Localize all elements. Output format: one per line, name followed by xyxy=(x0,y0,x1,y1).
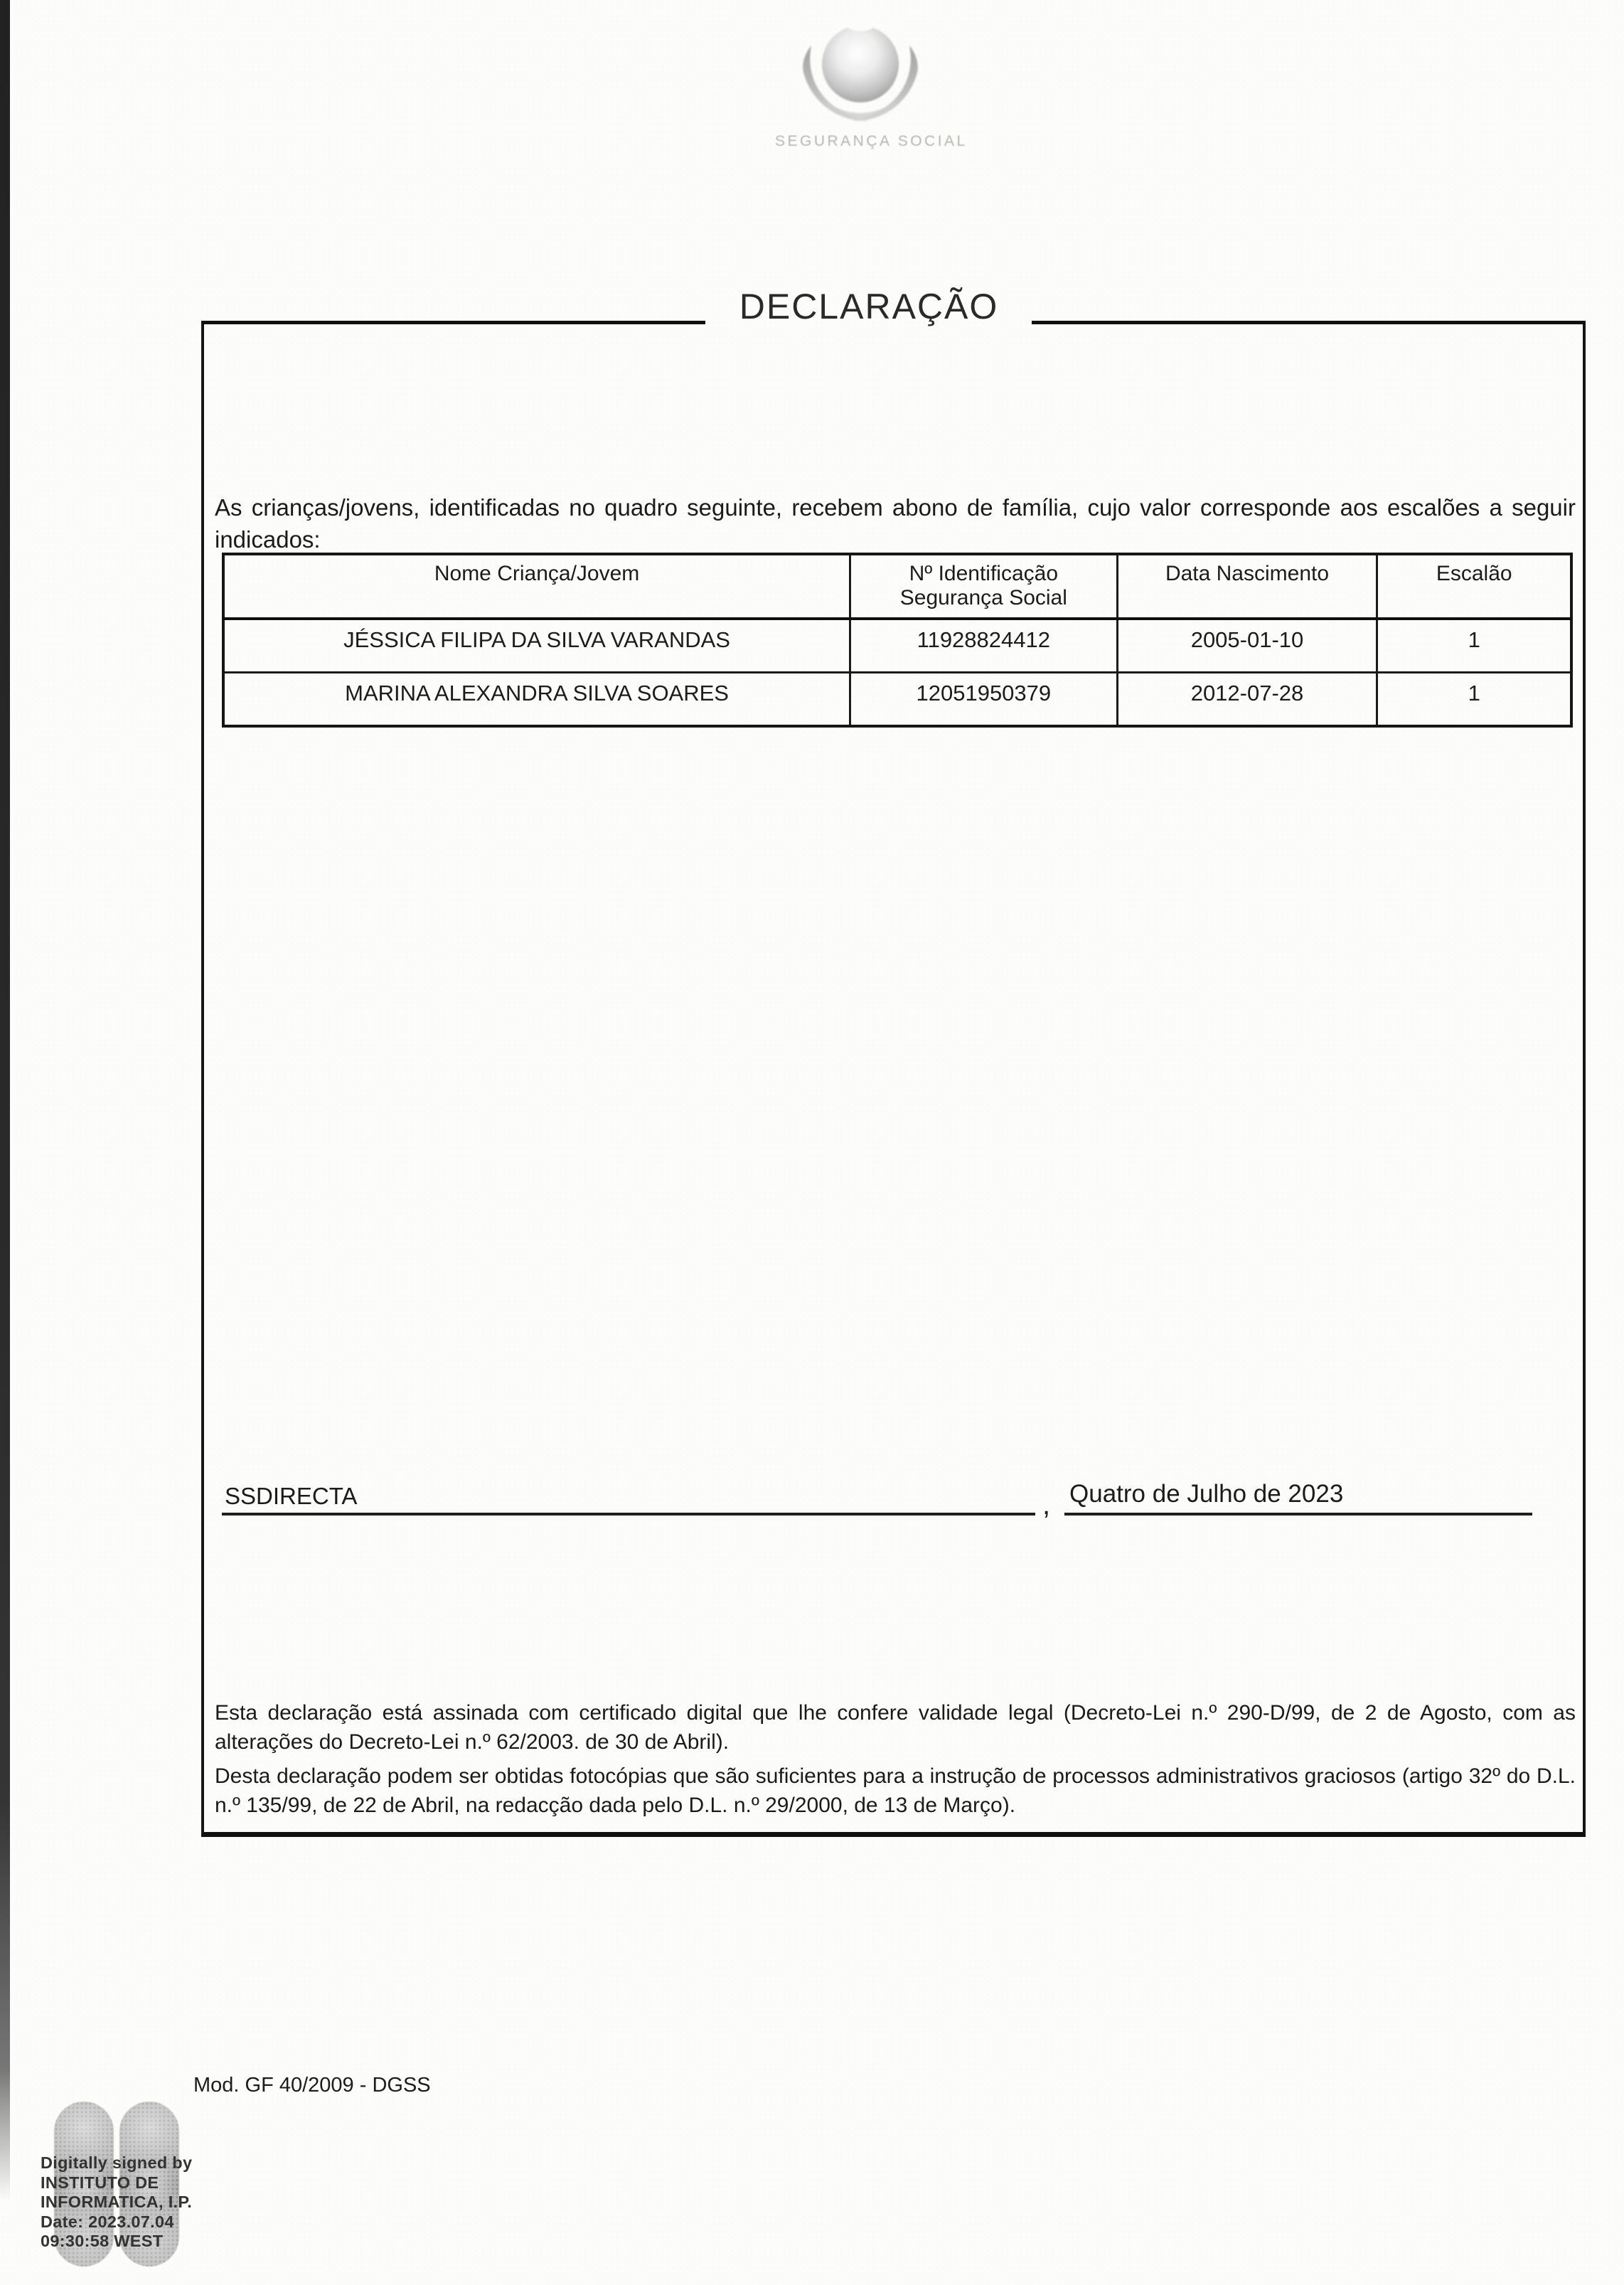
cell-child-tier: 1 xyxy=(1377,673,1571,727)
stamp-line: Date: 2023.07.04 xyxy=(41,2212,174,2231)
signature-date: Quatro de Julho de 2023 xyxy=(1069,1480,1344,1508)
digital-signature-stamp xyxy=(0,2091,235,2283)
cell-child-birthdate: 2005-01-10 xyxy=(1117,619,1377,673)
seguranca-social-emblem-icon xyxy=(782,14,939,129)
stamp-text xyxy=(41,2153,192,2252)
column-header-id-line1: Nº Identificação xyxy=(909,562,1059,585)
column-header-birthdate: Data Nascimento xyxy=(1117,554,1377,619)
signature-underline-right xyxy=(1064,1513,1532,1516)
signature-underline-left xyxy=(222,1513,1035,1516)
children-table xyxy=(222,553,1573,728)
box-top-border-left xyxy=(201,321,705,324)
cell-child-tier: 1 xyxy=(1377,619,1571,673)
form-model-reference: Mod. GF 40/2009 - DGSS xyxy=(193,2074,431,2097)
cell-child-birthdate: 2012-07-28 xyxy=(1117,673,1377,727)
column-header-id-line2: Segurança Social xyxy=(899,586,1067,609)
legal-notes xyxy=(215,1698,1576,1825)
legal-paragraph-1: Esta declaração está assinada com certificado digital que lhe confere validade legal (Decreto-Lei n.º 290-D/99, de 2 de Agosto, com as alterações do Decreto-Lei n.º 62/2003. de 30 de Abril). xyxy=(215,1701,1576,1754)
page-title: DECLARAÇÃO xyxy=(739,287,999,326)
box-top-border-right xyxy=(1032,321,1586,324)
cell-child-id: 12051950379 xyxy=(850,673,1117,727)
cell-child-id: 11928824412 xyxy=(850,619,1117,673)
column-header-name: Nome Criança/Jovem xyxy=(223,554,850,619)
legal-paragraph-2: Desta declaração podem ser obtidas fotocópias que são suficientes para a instrução de processos administrativos graciosos (artigo 32º do D.L. n.º 135/99, de 22 de Abril, na redacção dada pelo D.L. n.º 29/2000, de 13 de Março). xyxy=(215,1764,1576,1817)
stamp-line: 09:30:58 WEST xyxy=(41,2232,164,2250)
cell-child-name: MARINA ALEXANDRA SILVA SOARES xyxy=(223,673,850,727)
table-header-row xyxy=(223,554,1571,619)
table-row xyxy=(223,619,1571,673)
intro-paragraph: As crianças/jovens, identificadas no quadro seguinte, recebem abono de família, cujo valor corresponde aos escalões a seguir indicados: xyxy=(215,494,1576,553)
signature-separator: , xyxy=(1042,1489,1051,1520)
signature-issuer: SSDIRECTA xyxy=(225,1483,358,1509)
seguranca-social-logo xyxy=(775,14,968,150)
stamp-line: INFORMATICA, I.P. xyxy=(41,2193,193,2211)
column-header-tier: Escalão xyxy=(1377,554,1571,619)
table-row xyxy=(223,673,1571,727)
logo-caption: SEGURANÇA SOCIAL xyxy=(775,133,968,149)
cell-child-name: JÉSSICA FILIPA DA SILVA VARANDAS xyxy=(223,619,850,673)
column-header-id xyxy=(850,554,1117,619)
stamp-line: INSTITUTO DE xyxy=(41,2173,159,2192)
scanner-edge-shadow xyxy=(0,0,10,2201)
stamp-line: Digitally signed by xyxy=(41,2153,193,2172)
